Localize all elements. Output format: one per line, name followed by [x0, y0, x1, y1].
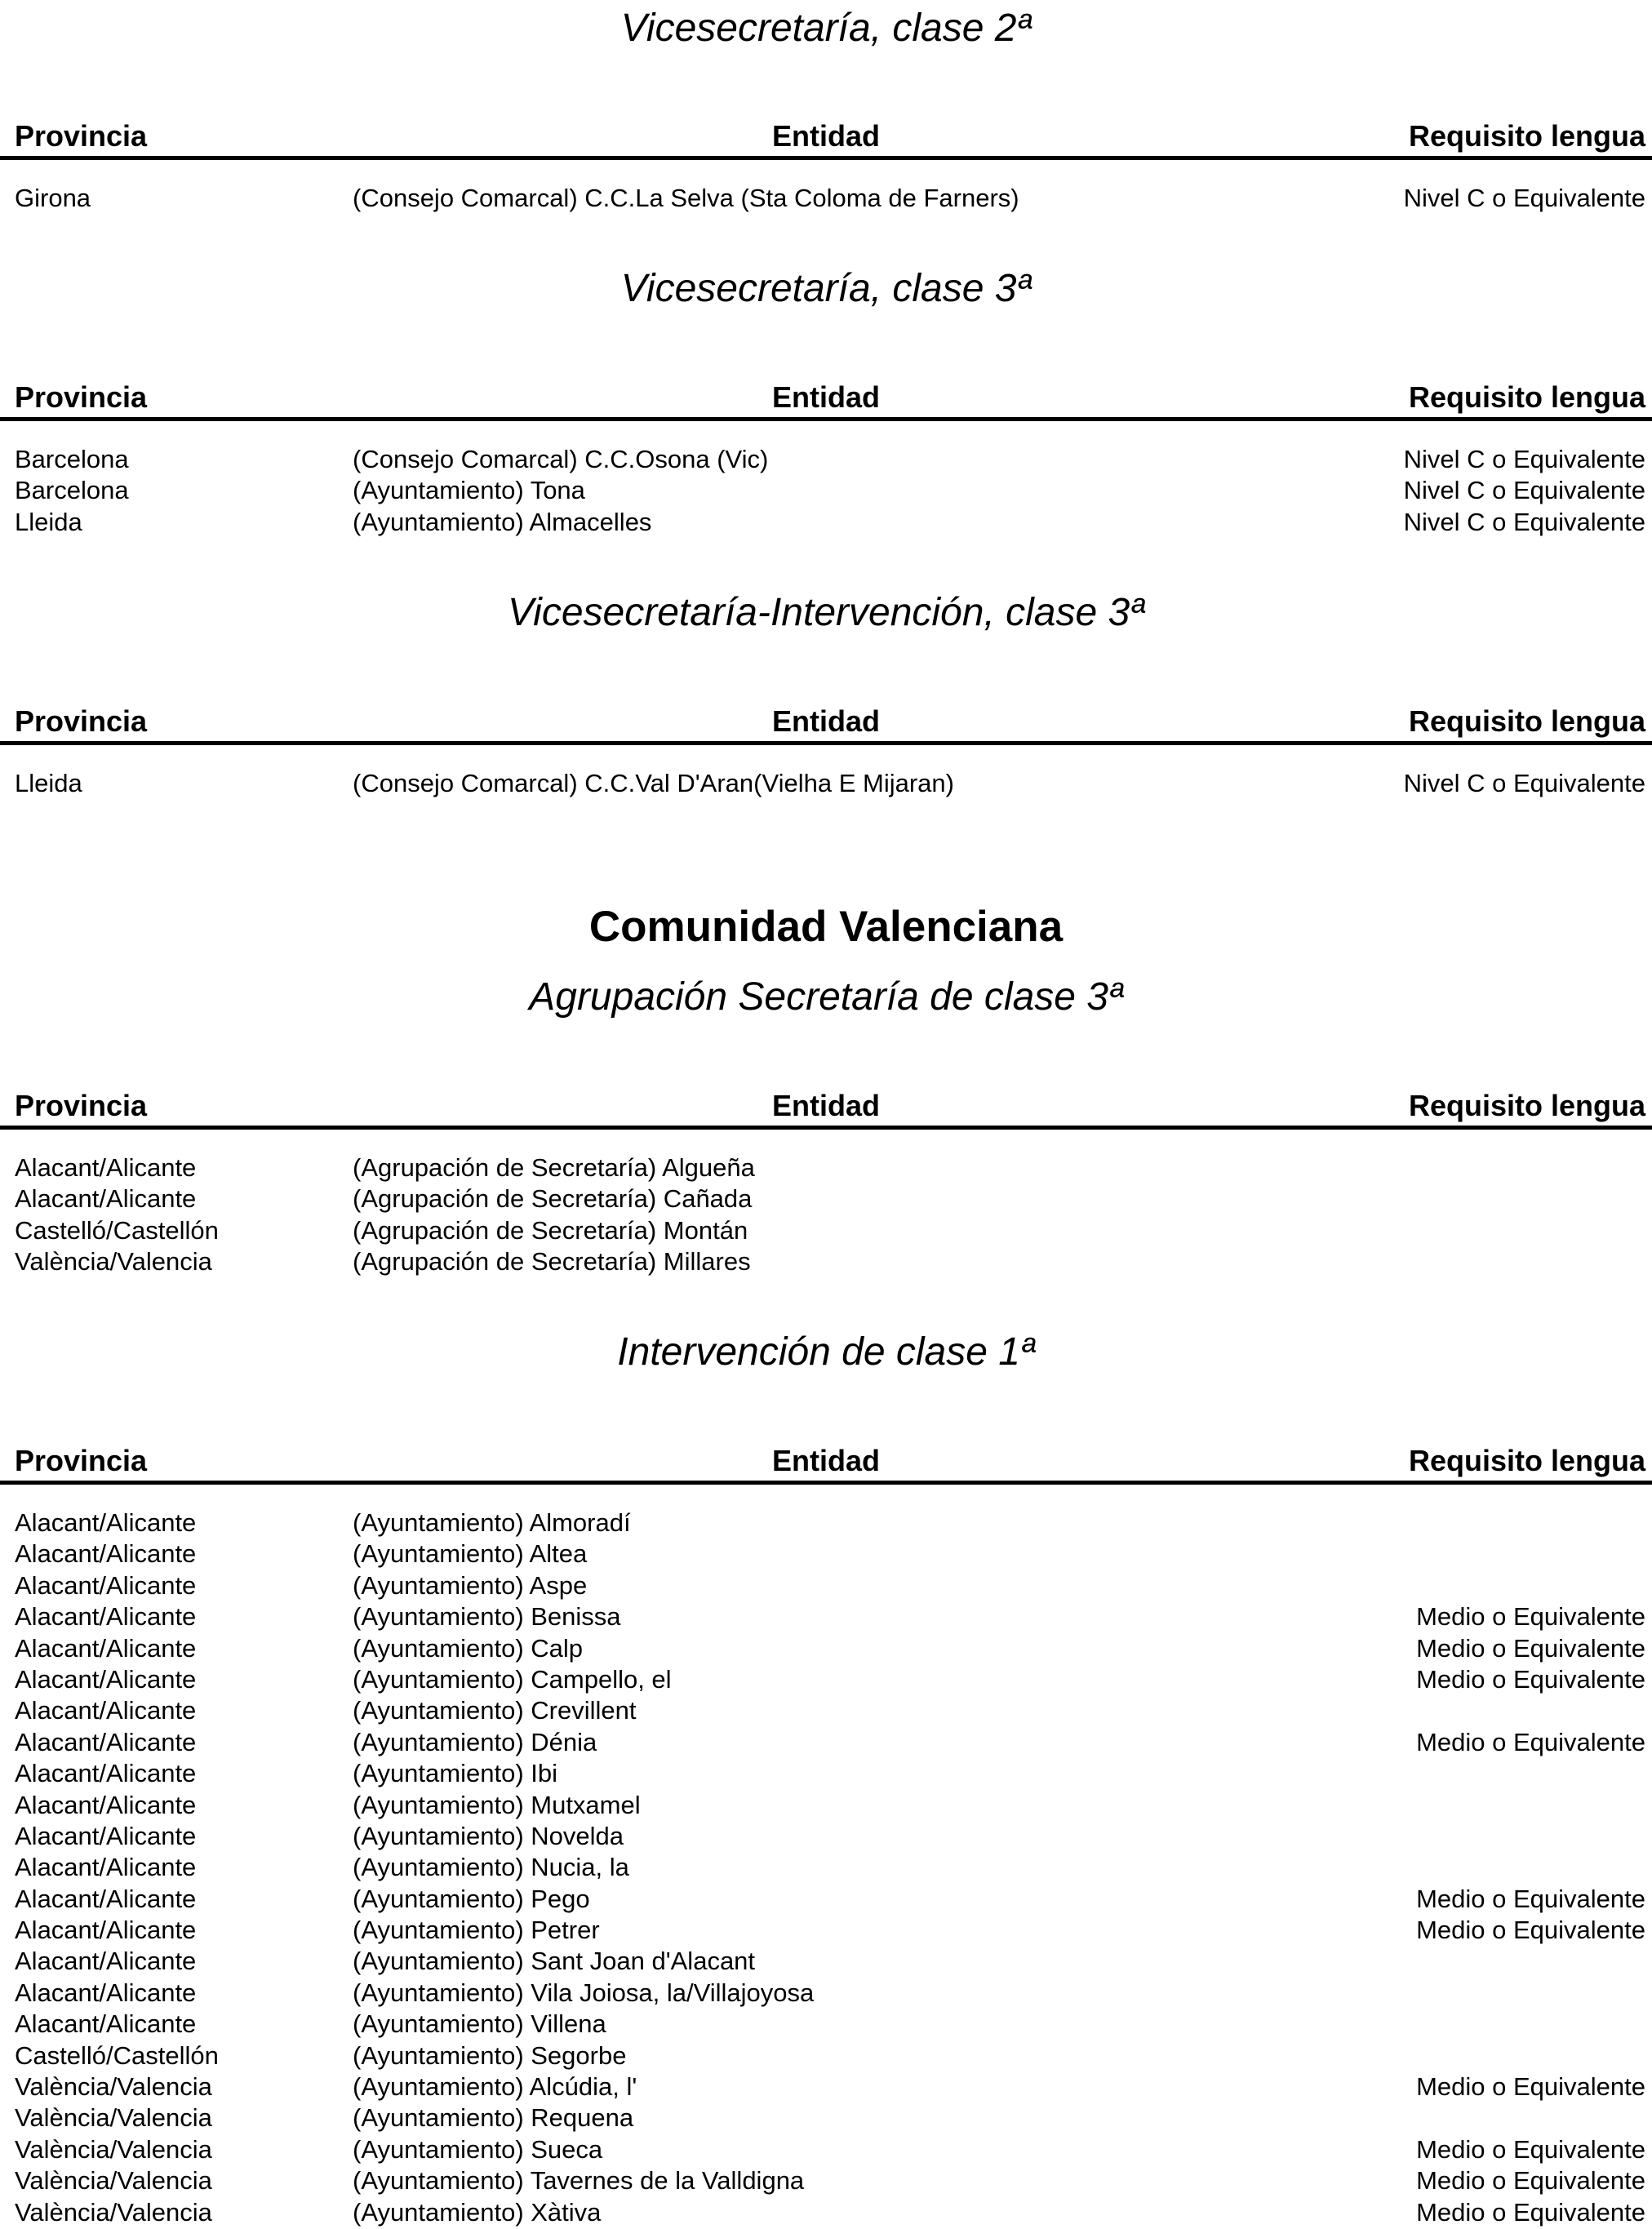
table-row [0, 768, 1652, 799]
cell-provincia: Alacant/Alicante [15, 1821, 197, 1850]
cell-provincia: València/Valencia [15, 2134, 212, 2164]
table-row [0, 1570, 1652, 1601]
cell-entidad: (Ayuntamiento) Almacelles [353, 507, 652, 536]
table-row [0, 1183, 1652, 1214]
cell-requisito: Medio o Equivalente [1416, 2197, 1645, 2227]
cell-requisito: Nivel C o Equivalente [1403, 445, 1645, 473]
cell-requisito: Medio o Equivalente [1416, 1884, 1645, 1913]
cell-entidad: (Ayuntamiento) Crevillent [353, 1696, 637, 1725]
column-header-entidad: Entidad [772, 1444, 880, 1477]
section-title: Vicesecretaría, clase 2ª [620, 7, 1032, 50]
cell-entidad: (Ayuntamiento) Tona [353, 476, 585, 505]
table-row [0, 1821, 1652, 1852]
table-row [0, 1695, 1652, 1726]
cell-provincia: Alacant/Alicante [15, 1727, 197, 1756]
cell-requisito: Medio o Equivalente [1416, 2166, 1645, 2196]
cell-entidad: (Ayuntamiento) Calp [353, 1633, 584, 1663]
column-header-entidad: Entidad [772, 704, 880, 738]
cell-requisito: Medio o Equivalente [1416, 1633, 1645, 1663]
table-row [0, 2165, 1652, 2196]
cell-entidad: (Ayuntamiento) Petrer [353, 1916, 600, 1945]
cell-provincia: Alacant/Alicante [15, 1884, 197, 1913]
region-title: Comunidad Valenciana [588, 903, 1064, 951]
table-row [0, 1601, 1652, 1632]
cell-entidad: (Agrupación de Secretaría) Cañada [353, 1184, 753, 1214]
table-row [0, 2009, 1652, 2040]
cell-provincia: Castelló/Castellón [15, 1215, 219, 1245]
header-rule [0, 417, 1652, 421]
section-title: Intervención de clase 1ª [617, 1330, 1035, 1374]
cell-entidad: (Ayuntamiento) Altea [353, 1539, 588, 1569]
table-header [0, 1088, 1652, 1124]
cell-entidad: (Ayuntamiento) Ibi [353, 1759, 557, 1788]
cell-entidad: (Ayuntamiento) Campello, el [353, 1664, 672, 1694]
cell-entidad: (Agrupación de Secretaría) Millares [353, 1247, 751, 1277]
table-body [0, 1507, 1652, 2228]
cell-provincia: Lleida [15, 507, 82, 536]
header-rule [0, 1481, 1652, 1485]
cell-entidad: (Ayuntamiento) Xàtiva [353, 2197, 602, 2227]
cell-entidad: (Agrupación de Secretaría) Montán [353, 1215, 748, 1245]
cell-entidad: (Agrupación de Secretaría) Algueña [353, 1153, 755, 1182]
cell-provincia: Alacant/Alicante [15, 1633, 197, 1663]
column-header-entidad: Entidad [772, 119, 880, 153]
cell-provincia: Barcelona [15, 445, 129, 473]
cell-requisito: Medio o Equivalente [1416, 1664, 1645, 1694]
cell-provincia: València/Valencia [15, 1247, 212, 1277]
cell-requisito: Nivel C o Equivalente [1403, 476, 1645, 505]
cell-provincia: Alacant/Alicante [15, 1916, 197, 1945]
cell-requisito: Medio o Equivalente [1416, 1916, 1645, 1945]
table-row [0, 1758, 1652, 1789]
table-row [0, 444, 1652, 475]
section-title: Vicesecretaría-Intervención, clase 3ª [508, 591, 1144, 634]
cell-requisito: Medio o Equivalente [1416, 2072, 1645, 2102]
table-row [0, 1664, 1652, 1695]
cell-provincia: Alacant/Alicante [15, 1790, 197, 1819]
table-row [0, 1727, 1652, 1758]
column-header-provincia: Provincia [15, 1089, 148, 1122]
cell-entidad: (Ayuntamiento) Dénia [353, 1727, 597, 1756]
cell-entidad: (Ayuntamiento) Novelda [353, 1821, 624, 1850]
table-row [0, 2102, 1652, 2134]
table-row [0, 1790, 1652, 1821]
cell-provincia: Alacant/Alicante [15, 1602, 197, 1632]
cell-provincia: València/Valencia [15, 2197, 212, 2227]
cell-entidad: (Consejo Comarcal) C.C.Osona (Vic) [353, 445, 769, 473]
cell-requisito: Medio o Equivalente [1416, 2134, 1645, 2164]
table-row [0, 1215, 1652, 1246]
cell-entidad: (Ayuntamiento) Villena [353, 2009, 606, 2039]
table-row [0, 1946, 1652, 1977]
header-rule [0, 1126, 1652, 1130]
cell-provincia: Alacant/Alicante [15, 1184, 197, 1214]
table-row [0, 2071, 1652, 2102]
table-body [0, 183, 1652, 214]
column-header-provincia: Provincia [15, 1444, 148, 1477]
cell-provincia: Alacant/Alicante [15, 1947, 197, 1976]
table-row [0, 2197, 1652, 2228]
cell-entidad: (Ayuntamiento) Alcúdia, l' [353, 2072, 637, 2102]
cell-entidad: (Ayuntamiento) Almoradí [353, 1508, 631, 1537]
table-row [0, 1507, 1652, 1539]
cell-entidad: (Ayuntamiento) Requena [353, 2103, 634, 2133]
cell-entidad: (Ayuntamiento) Benissa [353, 1602, 621, 1632]
column-header-requisito: Requisito lengua [1408, 119, 1645, 153]
table-body [0, 768, 1652, 799]
cell-entidad: (Consejo Comarcal) C.C.La Selva (Sta Coloma de Farners) [353, 184, 1019, 212]
column-header-provincia: Provincia [15, 704, 148, 738]
table-row [0, 2040, 1652, 2071]
cell-provincia: Alacant/Alicante [15, 1759, 197, 1788]
cell-provincia: Alacant/Alicante [15, 1978, 197, 2007]
table-header [0, 704, 1652, 739]
table-header [0, 118, 1652, 154]
table-row [0, 507, 1652, 538]
table-row [0, 475, 1652, 506]
column-header-entidad: Entidad [772, 380, 880, 414]
header-rule [0, 156, 1652, 160]
column-header-requisito: Requisito lengua [1408, 380, 1645, 414]
cell-entidad: (Ayuntamiento) Vila Joiosa, la/Villajoyosa [353, 1978, 815, 2007]
column-header-requisito: Requisito lengua [1408, 1444, 1645, 1477]
table-row [0, 1852, 1652, 1883]
cell-provincia: Alacant/Alicante [15, 1153, 197, 1182]
cell-requisito: Medio o Equivalente [1416, 1727, 1645, 1756]
cell-provincia: València/Valencia [15, 2103, 212, 2133]
table-row [0, 1884, 1652, 1915]
table-body [0, 444, 1652, 538]
cell-entidad: (Ayuntamiento) Pego [353, 1884, 590, 1913]
column-header-entidad: Entidad [772, 1089, 880, 1122]
cell-provincia: Alacant/Alicante [15, 2009, 197, 2039]
column-header-provincia: Provincia [15, 380, 148, 414]
cell-provincia: Alacant/Alicante [15, 1508, 197, 1537]
cell-entidad: (Ayuntamiento) Aspe [353, 1570, 588, 1600]
table-row [0, 1633, 1652, 1664]
cell-provincia: Alacant/Alicante [15, 1853, 197, 1882]
table-row [0, 1539, 1652, 1570]
cell-entidad: (Ayuntamiento) Tavernes de la Valldigna [353, 2166, 805, 2196]
table-row [0, 183, 1652, 214]
table-row [0, 1978, 1652, 2009]
cell-provincia: València/Valencia [15, 2166, 212, 2196]
cell-provincia: Lleida [15, 769, 82, 797]
section-title: Vicesecretaría, clase 3ª [620, 267, 1032, 310]
table-header [0, 1443, 1652, 1479]
cell-provincia: Girona [15, 184, 91, 212]
column-header-requisito: Requisito lengua [1408, 704, 1645, 738]
cell-entidad: (Ayuntamiento) Sant Joan d'Alacant [353, 1947, 756, 1976]
cell-requisito: Nivel C o Equivalente [1403, 769, 1645, 797]
cell-requisito: Nivel C o Equivalente [1403, 184, 1645, 212]
table-body [0, 1152, 1652, 1278]
table-row [0, 1915, 1652, 1946]
cell-requisito: Medio o Equivalente [1416, 1602, 1645, 1632]
header-rule [0, 741, 1652, 745]
column-header-requisito: Requisito lengua [1408, 1089, 1645, 1122]
table-row [0, 1152, 1652, 1183]
cell-entidad: (Consejo Comarcal) C.C.Val D'Aran(Vielha E Mijaran) [353, 769, 954, 797]
table-row [0, 1246, 1652, 1277]
cell-entidad: (Ayuntamiento) Nucia, la [353, 1853, 629, 1882]
cell-provincia: València/Valencia [15, 2072, 212, 2102]
cell-provincia: Alacant/Alicante [15, 1539, 197, 1569]
table-header [0, 380, 1652, 415]
table-row [0, 2134, 1652, 2165]
cell-requisito: Nivel C o Equivalente [1403, 507, 1645, 536]
column-header-provincia: Provincia [15, 119, 148, 153]
cell-entidad: (Ayuntamiento) Sueca [353, 2134, 603, 2164]
cell-provincia: Castelló/Castellón [15, 2040, 219, 2070]
section-title: Agrupación Secretaría de clase 3ª [529, 975, 1123, 1019]
cell-provincia: Alacant/Alicante [15, 1570, 197, 1600]
cell-provincia: Alacant/Alicante [15, 1696, 197, 1725]
cell-entidad: (Ayuntamiento) Mutxamel [353, 1790, 641, 1819]
cell-entidad: (Ayuntamiento) Segorbe [353, 2040, 627, 2070]
cell-provincia: Barcelona [15, 476, 129, 505]
cell-provincia: Alacant/Alicante [15, 1664, 197, 1694]
